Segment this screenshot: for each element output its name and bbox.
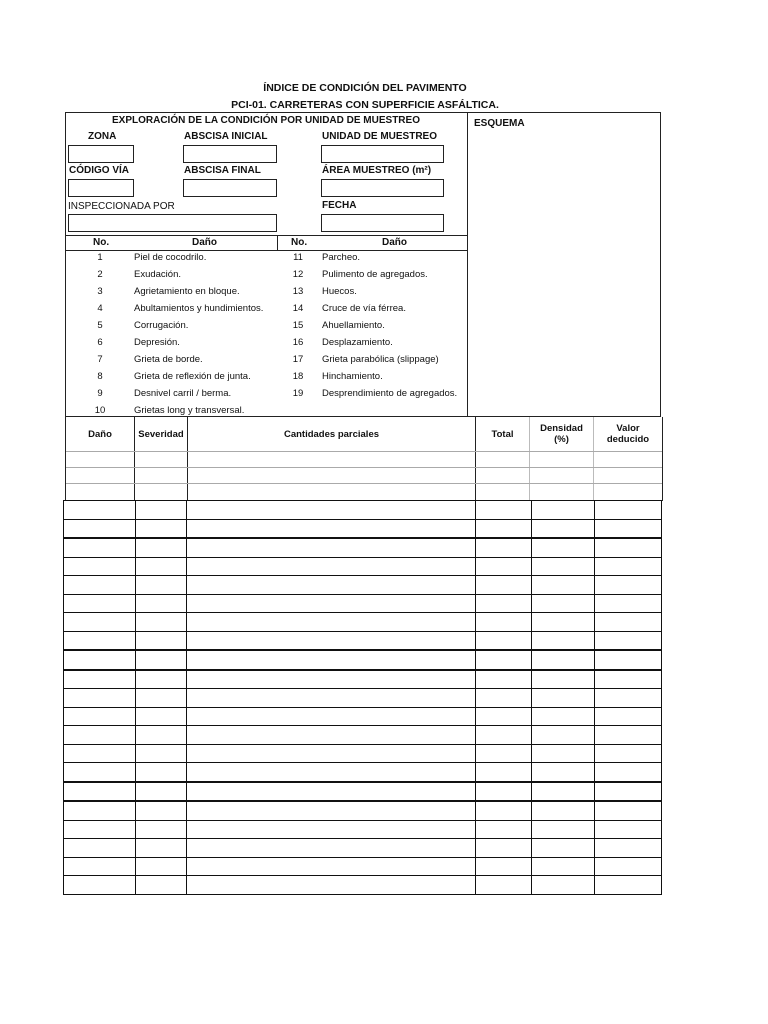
densidad-cell[interactable]	[532, 801, 595, 820]
severidad-cell[interactable]	[136, 782, 187, 802]
total-cell[interactable]	[476, 820, 532, 839]
zona-field[interactable]	[68, 145, 134, 163]
severidad-cell[interactable]	[136, 744, 187, 763]
valor-deducido-cell[interactable]	[595, 876, 662, 895]
damage-name: Corrugación.	[134, 320, 189, 331]
severidad-cell[interactable]	[136, 876, 187, 895]
table-row	[64, 631, 662, 650]
valor-deducido-cell[interactable]	[595, 519, 662, 538]
valor-deducido-cell[interactable]	[595, 538, 662, 557]
cantidades-cell[interactable]	[187, 538, 476, 557]
cantidades-cell[interactable]	[187, 839, 476, 858]
damage-col-dano-left: Daño	[192, 237, 217, 248]
table-row	[64, 820, 662, 839]
total-cell[interactable]	[476, 763, 532, 782]
total-cell[interactable]	[476, 744, 532, 763]
col-header-densidad	[530, 419, 593, 449]
cantidades-cell[interactable]	[187, 631, 476, 650]
damage-number: 8	[97, 371, 103, 382]
codigo-via-label: CÓDIGO VÍA	[69, 165, 130, 176]
col-header-dano: Daño	[88, 428, 112, 440]
zona-label: ZONA	[88, 131, 117, 142]
severidad-cell[interactable]	[136, 726, 187, 745]
valor-line1: Valor	[616, 423, 640, 434]
damage-number: 11	[293, 252, 303, 263]
cantidades-cell[interactable]	[187, 689, 476, 708]
densidad-cell[interactable]	[532, 631, 595, 650]
valor-deducido-cell[interactable]	[595, 613, 662, 632]
total-cell[interactable]	[476, 519, 532, 538]
severidad-cell[interactable]	[136, 839, 187, 858]
cantidades-cell[interactable]	[187, 820, 476, 839]
section-title: EXPLORACIÓN DE LA CONDICIÓN POR UNIDAD DE MUESTREO	[112, 115, 420, 126]
damage-number: 4	[97, 303, 103, 314]
dano-cell[interactable]	[64, 670, 136, 689]
dano-cell[interactable]	[64, 689, 136, 708]
damage-number: 13	[292, 286, 304, 297]
table-row	[64, 501, 662, 520]
cantidades-cell[interactable]	[187, 857, 476, 876]
damage-name: Desnivel carril / berma.	[134, 388, 232, 399]
abscisa-final-field[interactable]	[183, 179, 277, 197]
densidad-cell[interactable]	[532, 576, 595, 595]
valor-deducido-cell[interactable]	[595, 707, 662, 726]
damage-number: 3	[97, 286, 103, 297]
cantidades-cell[interactable]	[187, 576, 476, 595]
total-cell[interactable]	[476, 876, 532, 895]
total-cell[interactable]	[476, 839, 532, 858]
densidad-cell[interactable]	[532, 707, 595, 726]
densidad-cell[interactable]	[532, 876, 595, 895]
total-cell[interactable]	[476, 670, 532, 689]
damage-name: Ahuellamiento.	[322, 320, 385, 331]
dano-cell[interactable]	[64, 744, 136, 763]
valor-deducido-cell[interactable]	[595, 670, 662, 689]
severidad-cell[interactable]	[136, 594, 187, 613]
dano-cell[interactable]	[64, 839, 136, 858]
densidad-cell[interactable]	[532, 744, 595, 763]
dano-cell[interactable]	[64, 501, 136, 520]
table-row	[64, 576, 662, 595]
damage-name: Hinchamiento.	[322, 371, 383, 382]
damage-name: Cruce de vía férrea.	[322, 303, 406, 314]
severidad-cell[interactable]	[136, 820, 187, 839]
table-row	[64, 744, 662, 763]
table-row	[64, 857, 662, 876]
document-subtitle: PCI-01. CARRETERAS CON SUPERFICIE ASFÁLTICA.	[231, 99, 499, 111]
densidad-cell[interactable]	[532, 726, 595, 745]
densidad-cell[interactable]	[532, 857, 595, 876]
damage-col-dano-right: Daño	[382, 237, 407, 248]
damage-number: 10	[94, 405, 106, 416]
abscisa-inicial-field[interactable]	[183, 145, 277, 163]
abscisa-inicial-label: ABSCISA INICIAL	[184, 131, 268, 142]
severidad-cell[interactable]	[136, 538, 187, 557]
dano-cell[interactable]	[64, 820, 136, 839]
damage-number: 14	[292, 303, 304, 314]
severidad-cell[interactable]	[136, 707, 187, 726]
dano-cell[interactable]	[64, 519, 136, 538]
damage-number: 5	[97, 320, 103, 331]
table-row	[64, 707, 662, 726]
total-cell[interactable]	[476, 801, 532, 820]
severidad-cell[interactable]	[136, 631, 187, 650]
dano-cell[interactable]	[64, 538, 136, 557]
densidad-cell[interactable]	[532, 689, 595, 708]
valor-deducido-cell[interactable]	[595, 650, 662, 670]
damage-name: Depresión.	[134, 337, 180, 348]
densidad-line1: Densidad	[540, 423, 583, 434]
total-cell[interactable]	[476, 631, 532, 650]
cantidades-cell[interactable]	[187, 782, 476, 802]
valor-deducido-cell[interactable]	[595, 557, 662, 576]
esquema-label: ESQUEMA	[474, 118, 525, 129]
cantidades-cell[interactable]	[187, 876, 476, 895]
table-row	[64, 839, 662, 858]
damage-name: Piel de cocodrilo.	[134, 252, 207, 263]
damage-header-bottom-line	[65, 250, 467, 251]
densidad-cell[interactable]	[532, 557, 595, 576]
densidad-cell[interactable]	[532, 519, 595, 538]
total-cell[interactable]	[476, 501, 532, 520]
esquema-divider	[467, 112, 468, 417]
dano-cell[interactable]	[64, 782, 136, 802]
col-header-valor-deducido	[594, 419, 662, 449]
densidad-cell[interactable]	[532, 839, 595, 858]
area-muestreo-label: ÁREA MUESTREO (m²)	[322, 165, 432, 176]
damage-name: Grieta de reflexión de junta.	[134, 371, 251, 382]
table-row	[64, 876, 662, 895]
table-row	[64, 726, 662, 745]
table-row	[64, 650, 662, 670]
codigo-via-field[interactable]	[68, 179, 134, 197]
col-header-severidad: Severidad	[138, 428, 184, 440]
valor-deducido-cell[interactable]	[595, 763, 662, 782]
cantidades-cell[interactable]	[187, 594, 476, 613]
damage-number: 15	[292, 320, 304, 331]
dano-cell[interactable]	[64, 650, 136, 670]
total-cell[interactable]	[476, 538, 532, 557]
total-cell[interactable]	[476, 613, 532, 632]
col-header-total: Total	[491, 428, 514, 440]
total-cell[interactable]	[476, 650, 532, 670]
densidad-cell[interactable]	[532, 763, 595, 782]
cantidades-cell[interactable]	[187, 650, 476, 670]
fecha-label: FECHA	[322, 200, 357, 211]
densidad-cell[interactable]	[532, 538, 595, 557]
damage-name: Grieta de borde.	[134, 354, 203, 365]
valor-deducido-cell[interactable]	[595, 594, 662, 613]
densidad-cell[interactable]	[532, 594, 595, 613]
damage-name: Agrietamiento en bloque.	[134, 286, 240, 297]
unidad-muestreo-label: UNIDAD DE MUESTREO	[322, 131, 438, 142]
damage-name: Desprendimiento de agregados.	[322, 388, 458, 399]
table-row	[64, 782, 662, 802]
inspeccionada-por-label: INSPECCIONADA POR	[68, 201, 175, 212]
densidad-cell[interactable]	[532, 613, 595, 632]
dano-cell[interactable]	[64, 613, 136, 632]
cantidades-cell[interactable]	[187, 501, 476, 520]
damage-name: Abultamientos y hundimientos.	[134, 303, 264, 314]
cantidades-cell[interactable]	[187, 519, 476, 538]
upper-table	[65, 417, 663, 501]
inspeccionada-por-field[interactable]	[68, 214, 277, 232]
damage-header-divider	[277, 235, 278, 251]
valor-deducido-cell[interactable]	[595, 857, 662, 876]
cantidades-cell[interactable]	[187, 726, 476, 745]
damage-name: Grietas long y transversal.	[134, 405, 245, 416]
data-table	[63, 500, 662, 895]
densidad-line2: (%)	[554, 434, 569, 445]
damage-number: 9	[97, 388, 103, 399]
densidad-cell[interactable]	[532, 820, 595, 839]
severidad-cell[interactable]	[136, 576, 187, 595]
table-row	[64, 670, 662, 689]
area-muestreo-field[interactable]	[321, 179, 444, 197]
damage-number: 16	[292, 337, 304, 348]
cantidades-cell[interactable]	[187, 670, 476, 689]
cantidades-cell[interactable]	[187, 557, 476, 576]
total-cell[interactable]	[476, 782, 532, 802]
damage-number: 19	[292, 388, 304, 399]
severidad-cell[interactable]	[136, 763, 187, 782]
damage-name: Desplazamiento.	[322, 337, 393, 348]
densidad-cell[interactable]	[532, 782, 595, 802]
dano-cell[interactable]	[64, 557, 136, 576]
valor-deducido-cell[interactable]	[595, 820, 662, 839]
total-cell[interactable]	[476, 557, 532, 576]
severidad-cell[interactable]	[136, 557, 187, 576]
unidad-muestreo-field[interactable]	[321, 145, 444, 163]
row-line	[66, 451, 662, 452]
row-line	[66, 467, 662, 468]
damage-number: 1	[97, 252, 103, 263]
cantidades-cell[interactable]	[187, 707, 476, 726]
severidad-cell[interactable]	[136, 650, 187, 670]
total-cell[interactable]	[476, 707, 532, 726]
valor-deducido-cell[interactable]	[595, 689, 662, 708]
severidad-cell[interactable]	[136, 801, 187, 820]
severidad-cell[interactable]	[136, 670, 187, 689]
cantidades-cell[interactable]	[187, 763, 476, 782]
row-line	[66, 483, 662, 484]
total-cell[interactable]	[476, 689, 532, 708]
table-row	[64, 801, 662, 820]
valor-line2: deducido	[606, 434, 650, 445]
damage-col-no-right: No.	[291, 237, 308, 248]
dano-cell[interactable]	[64, 857, 136, 876]
cantidades-cell[interactable]	[187, 613, 476, 632]
table-row	[64, 763, 662, 782]
dano-cell[interactable]	[64, 726, 136, 745]
severidad-cell[interactable]	[136, 501, 187, 520]
valor-deducido-cell[interactable]	[595, 839, 662, 858]
damage-number: 18	[292, 371, 304, 382]
dano-cell[interactable]	[64, 707, 136, 726]
fecha-field[interactable]	[321, 214, 444, 232]
damage-name: Pulimento de agregados.	[322, 269, 428, 280]
damage-number: 6	[97, 337, 103, 348]
total-cell[interactable]	[476, 594, 532, 613]
table-row	[64, 594, 662, 613]
valor-deducido-cell[interactable]	[595, 501, 662, 520]
cantidades-cell[interactable]	[187, 801, 476, 820]
valor-deducido-cell[interactable]	[595, 576, 662, 595]
table-row	[64, 689, 662, 708]
densidad-cell[interactable]	[532, 501, 595, 520]
col-header-cantidades: Cantidades parciales	[283, 428, 380, 440]
table-row	[64, 538, 662, 557]
severidad-cell[interactable]	[136, 519, 187, 538]
dano-cell[interactable]	[64, 631, 136, 650]
table-row	[64, 519, 662, 538]
damage-col-no-left: No.	[93, 237, 110, 248]
dano-cell[interactable]	[64, 576, 136, 595]
severidad-cell[interactable]	[136, 613, 187, 632]
table-row	[64, 613, 662, 632]
valor-deducido-cell[interactable]	[595, 801, 662, 820]
table-row	[64, 557, 662, 576]
valor-deducido-cell[interactable]	[595, 744, 662, 763]
dano-cell[interactable]	[64, 801, 136, 820]
document-title: ÍNDICE DE CONDICIÓN DEL PAVIMENTO	[263, 82, 467, 94]
damage-header-top-line	[65, 235, 467, 236]
densidad-cell[interactable]	[532, 670, 595, 689]
damage-number: 12	[292, 269, 304, 280]
valor-deducido-cell[interactable]	[595, 782, 662, 802]
severidad-cell[interactable]	[136, 689, 187, 708]
damage-name: Grieta parabólica (slippage)	[322, 354, 439, 365]
cantidades-cell[interactable]	[187, 744, 476, 763]
damage-name: Parcheo.	[322, 252, 361, 263]
abscisa-final-label: ABSCISA FINAL	[184, 165, 261, 176]
valor-deducido-cell[interactable]	[595, 631, 662, 650]
data-grid	[63, 500, 661, 895]
dano-cell[interactable]	[64, 594, 136, 613]
dano-cell[interactable]	[64, 763, 136, 782]
densidad-cell[interactable]	[532, 650, 595, 670]
damage-name: Huecos.	[322, 286, 357, 297]
valor-deducido-cell[interactable]	[595, 726, 662, 745]
damage-number: 2	[97, 269, 103, 280]
severidad-cell[interactable]	[136, 857, 187, 876]
total-cell[interactable]	[476, 857, 532, 876]
total-cell[interactable]	[476, 726, 532, 745]
total-cell[interactable]	[476, 576, 532, 595]
damage-number: 17	[292, 354, 304, 365]
damage-number: 7	[97, 354, 103, 365]
dano-cell[interactable]	[64, 876, 136, 895]
damage-name: Exudación.	[134, 269, 182, 280]
